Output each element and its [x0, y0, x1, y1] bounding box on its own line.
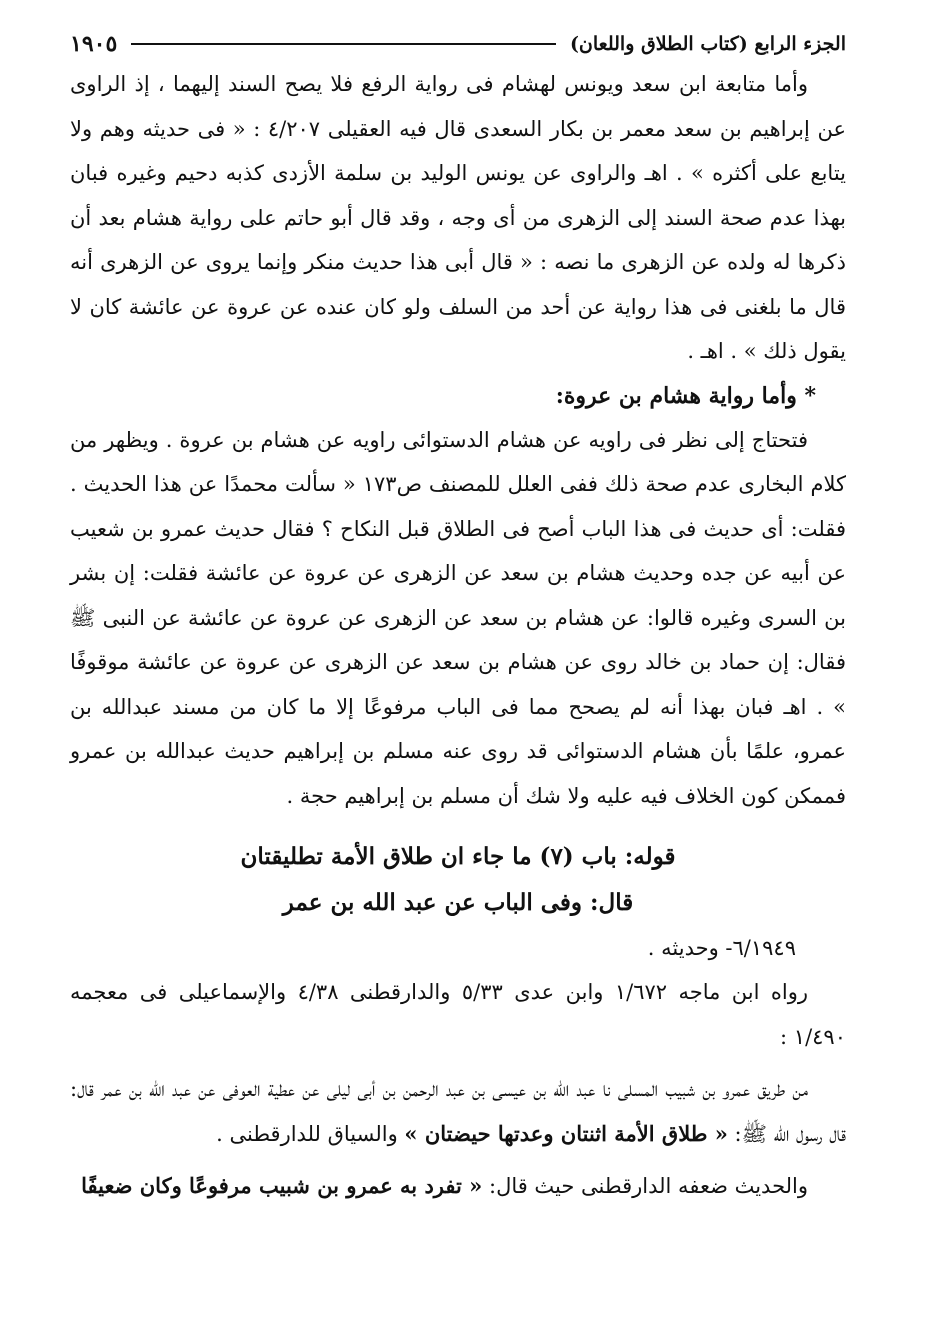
paragraph-3: رواه ابن ماجه ١/٦٧٢ وابن عدى ٥/٣٣ والدارقطنى ٤/٣٨ والإسماعيلى فى معجمه ١/٤٩٠ : [70, 980, 846, 1049]
page-header [70, 26, 846, 62]
daraqutni-quote: « تفرد به عمرو بن شبيب مرفوعًا وكان ضعيفًا [81, 1173, 483, 1198]
paragraph-4-end: والسياق للدارقطنى . [216, 1121, 405, 1146]
paragraph-5 [70, 1164, 846, 1209]
document-page [70, 26, 846, 1209]
hadith-reference: ٦/١٩٤٩- وحديثه . [647, 936, 796, 960]
paragraph-4-start: من طريق عمرو بن شبيب المسلى نا عبد الله بن عيسى بن عبد الرحمن بن أبى ليلى عن عطية العوفى عن عبد الله بن عمر قال: قال رسول الله ﷺ: [70, 1077, 846, 1146]
page-number: ١٩٠٥ [70, 31, 118, 57]
paragraph-4 [70, 1067, 846, 1156]
chapter-subtitle: قال: وفى الباب عن عبد الله بن عمر [282, 889, 634, 916]
running-title: الجزء الرابع (كتاب الطلاق واللعان) [569, 33, 846, 55]
paragraph-1: وأما متابعة ابن سعد ويونس لهشام فى رواية الرفع فلا يصح السند إليهما ، إذ الراوى عن إبراهيم بن سعد معمر بن بكار السعدى قال فيه العقيلى ٤/٢٠٧ : « فى حديثه وهم ولا يتابع على أكثره » . اهـ والراوى عن يونس الوليد بن سلمة الأزدى كذبه دحيم وغيره فبان بهذا عدم صحة السند إلى الزهرى من أى وجه ، وقد قال أبو حاتم على رواية هشام بعد أن ذكرها له ولده عن الزهرى ما نصه : « قال أبى هذا حديث منكر وإنما يروى عن الزهرى أنه قال ما بلغنى فى هذا رواية عن أحد من السلف ولو كان عنده عن عروة عن عائشة كان لا يقول ذلك » . اهـ . [70, 72, 846, 363]
paragraph-5-start: والحديث ضعفه الدارقطنى حيث قال: [482, 1174, 808, 1198]
paragraph-2: فتحتاج إلى نظر فى راويه عن هشام الدستوائى راويه عن هشام بن عروة . ويظهر من كلام البخارى عدم صحة ذلك ففى العلل للمصنف ص١٧٣ « سألت محمدًا عن هذا الحديث . فقلت: أى حديث فى هذا الباب أصح فى الطلاق قبل النكاح ؟ فقال حديث عمرو بن شعيب عن أبيه عن جده وحديث هشام بن سعد عن الزهرى عن عروة عن عائشة فقلت: إن بشر بن السرى وغيره قالوا: عن هشام بن سعد عن الزهرى عن عروة عن عائشة عن النبى ﷺ فقال: إن حماد بن خالد روى عن هشام بن سعد عن الزهرى عن عروة عن عائشة موقوفًا » . اهـ فبان بهذا أنه لم يصحح مما فى الباب مرفوعًا إلا ما كان من مسند عبدالله بن عمرو، علمًا بأن هشام الدستوائى قد روى عنه مسلم بن إبراهيم حديث عبدالله بن عمرو فممكن كون الخلاف فيه عليه ولا شك أن مسلم بن إبراهيم حجة . [70, 427, 846, 808]
spacer [70, 1059, 846, 1067]
section-subheading: * وأما رواية هشام بن عروة: [555, 382, 816, 409]
spacer [70, 1156, 846, 1164]
hadith-quote: « طلاق الأمة اثنتان وعدتها حيضتان » [404, 1120, 728, 1146]
chapter-title: قوله: باب (٧) ما جاء ان طلاق الأمة تطليقتان [240, 843, 676, 870]
spacer [70, 818, 846, 834]
header-rule [131, 43, 556, 45]
